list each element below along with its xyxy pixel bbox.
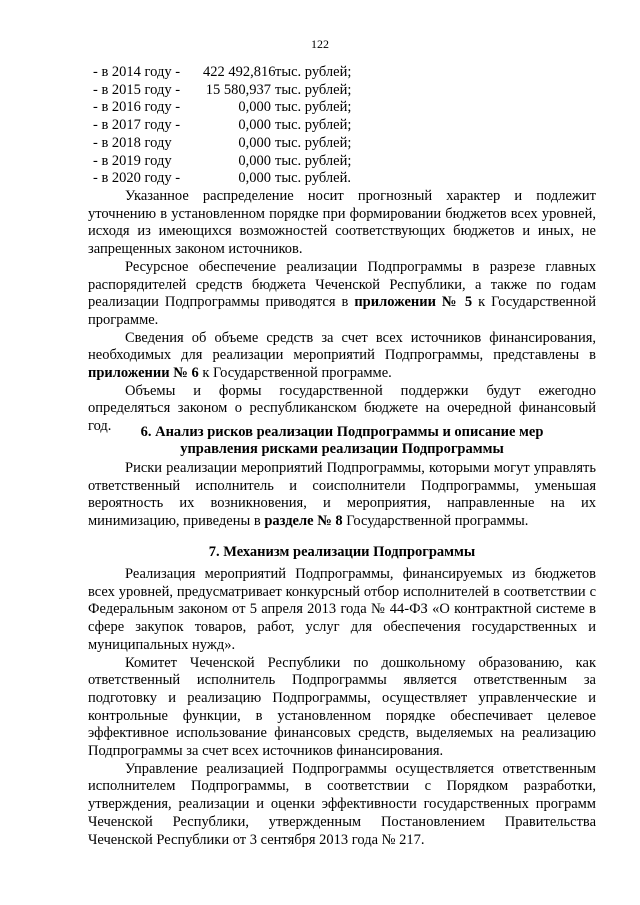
paragraph-committee: Комитет Чеченской Республики по дошкольному образованию, как ответственный исполнитель Подпрограммы является ответственным за подготовку и реализацию Подпрограммы, осуществляет управленческие и контрольные функции, в установленном порядке обеспечивает целевое эффективное использование финансовых средств, выделяемых на реализацию Подпрограммы за счет всех источников финансирования. bbox=[88, 654, 596, 760]
funding-unit: тыс. рублей; bbox=[275, 134, 352, 151]
funding-amount: 0,000 bbox=[238, 152, 271, 169]
paragraph-state-support: Объемы и формы государственной поддержки будут ежегодно определяться законом о республиканском бюджете на очередной финансовый год. bbox=[88, 382, 596, 435]
funding-row bbox=[93, 153, 351, 171]
funding-year: - в 2019 году bbox=[93, 152, 172, 169]
appendix-6-ref: приложении № 6 bbox=[88, 365, 199, 382]
paragraph-forecast: Указанное распределение носит прогнозный характер и подлежит уточнению в установленном порядке при формировании бюджетов всех уровней, исходя из имеющихся возможностей соответствующих бюджетов и иных, не запрещенных законом источников. bbox=[88, 188, 596, 258]
funding-unit: тыс. рублей; bbox=[275, 81, 352, 98]
page-number: 122 bbox=[311, 37, 329, 51]
funding-row bbox=[93, 82, 351, 100]
funding-row bbox=[93, 64, 351, 82]
section-6-heading: 6. Анализ рисков реализации Подпрограммы и описание мер управления рисками реализации Подпрограммы bbox=[140, 424, 544, 457]
funding-year: - в 2017 году - bbox=[93, 117, 181, 134]
funding-amount: 15 580,937 bbox=[205, 81, 271, 98]
financing-text-block bbox=[88, 188, 596, 436]
funding-amount: 0,000 bbox=[238, 170, 271, 187]
paragraph-implementation: Реализация мероприятий Подпрограммы, финансируемых из бюджетов всех уровней, предусматривает конкурсный отбор исполнителей в соответствии с Федеральным законом от 5 апреля 2013 года № 44-ФЗ «О контрактной системе в сфере закупок товаров, работ, услуг для обеспечения государственных и муниципальных нужд». bbox=[88, 566, 596, 653]
section-7-heading: 7. Механизм реализации Подпрограммы bbox=[208, 544, 476, 560]
appendix-5-ref: приложении № 5 bbox=[354, 294, 473, 311]
funding-row bbox=[93, 99, 351, 117]
funding-row bbox=[93, 117, 351, 135]
section-6-body bbox=[88, 460, 596, 531]
funding-amount: 422 492,816 bbox=[203, 64, 276, 80]
funding-year: - в 2014 году - bbox=[93, 64, 181, 80]
funding-unit: тыс. рублей; bbox=[275, 99, 352, 116]
funding-row bbox=[93, 170, 351, 188]
section-7-body bbox=[88, 566, 596, 849]
funding-unit: тыс. рублей; bbox=[275, 64, 352, 80]
paragraph-risks: Риски реализации мероприятий Подпрограммы, которыми могут управлять ответственный исполнитель и соисполнители Подпрограммы, уменьшая вероятность их возникновения, и мероприятия, направленные на их минимизацию, приведены в разделе № 8 Государственной программы. bbox=[88, 460, 596, 530]
paragraph-funding-sources: Сведения об объеме средств за счет всех источников финансирования, необходимых для реализации мероприятий Подпрограммы, представлены в приложении № 6 к Государственной программе. bbox=[88, 329, 596, 382]
funding-year: - в 2016 году - bbox=[93, 99, 181, 116]
funding-amount: 0,000 bbox=[238, 117, 271, 134]
funding-unit: тыс. рублей; bbox=[275, 117, 352, 134]
funding-amount: 0,000 bbox=[238, 134, 271, 151]
funding-year: - в 2018 году bbox=[93, 134, 172, 151]
funding-unit: тыс. рублей. bbox=[275, 170, 351, 187]
funding-list bbox=[93, 64, 351, 188]
section-8-ref: разделе № 8 bbox=[264, 513, 343, 530]
paragraph-management: Управление реализацией Подпрограммы осуществляется ответственным исполнителем Подпрограммы, в соответствии с Порядком разработки, утверждения, реализации и оценки эффективности государственных программ Чеченской Республики, утвержденным Постановлением Правительства Чеченской Республики от 3 сентября 2013 года № 217. bbox=[88, 760, 596, 848]
funding-year: - в 2020 году - bbox=[93, 170, 181, 187]
funding-year: - в 2015 году - bbox=[93, 81, 181, 98]
funding-amount: 0,000 bbox=[238, 99, 271, 116]
paragraph-resource-support: Ресурсное обеспечение реализации Подпрограммы в разрезе главных распорядителей средств бюджета Чеченской Республики, а также по годам реализации Подпрограммы приводятся в приложении № 5 к Государственной программе. bbox=[88, 258, 596, 328]
funding-unit: тыс. рублей; bbox=[275, 152, 352, 169]
funding-row bbox=[93, 135, 351, 153]
